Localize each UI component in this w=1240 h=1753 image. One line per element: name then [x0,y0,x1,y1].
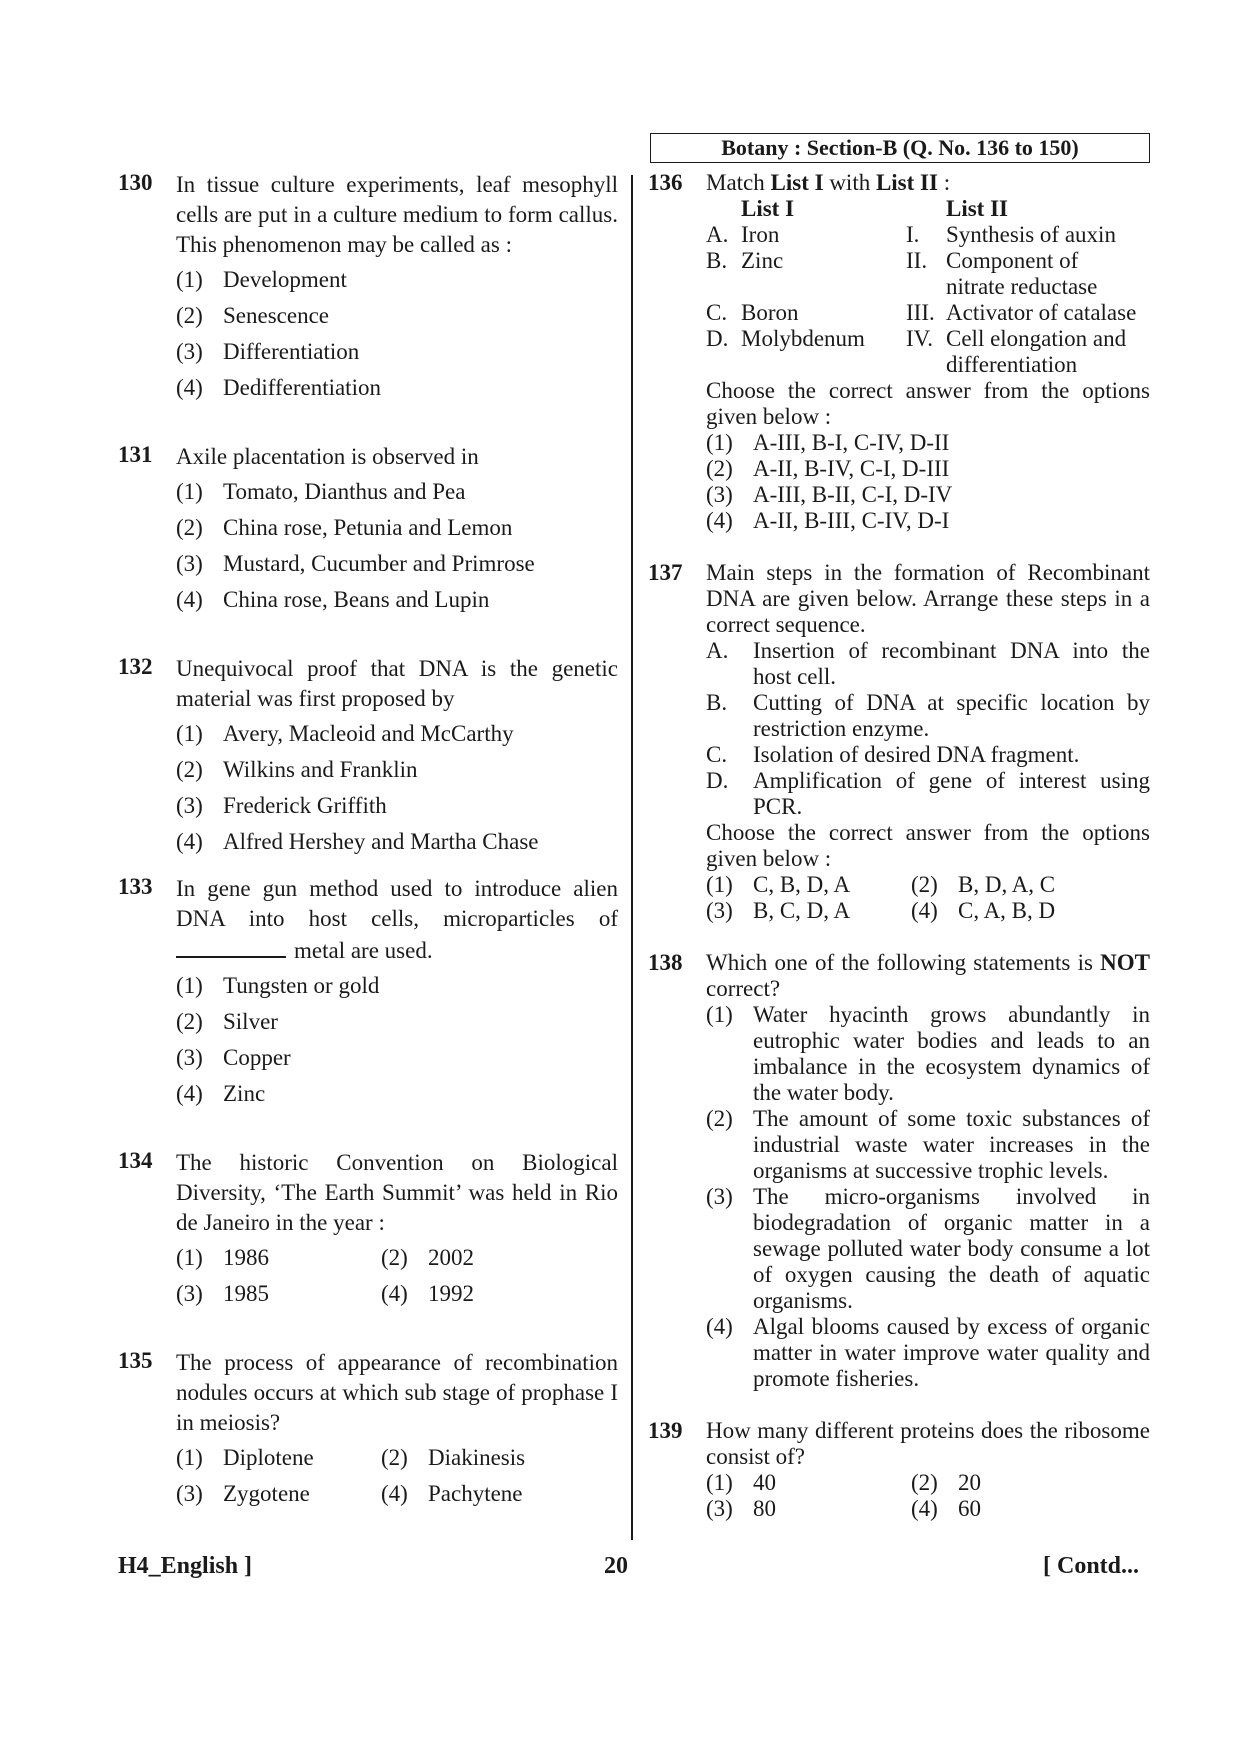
option-text: Pachytene [428,1481,523,1506]
option-text: Copper [223,1045,291,1070]
question-text-part: In gene gun method used to introduce alien DNA into host cells, microparticles of [176,876,618,931]
option-number: (1) [706,872,733,897]
option-row [706,872,1150,898]
option-number: (2) [176,515,203,540]
step-letter: C. [706,742,728,767]
option-text: Development [223,267,347,292]
option-number: (1) [176,479,203,504]
option-number: (1) [176,1245,203,1270]
option-number: (4) [176,375,203,400]
option-number: (3) [176,1045,203,1070]
row-item: Boron [741,300,799,325]
footer-paper-code: H4_English ] [118,1553,253,1579]
option-text: 1986 [223,1245,269,1270]
option [706,508,1150,534]
option-number: (1) [176,267,203,292]
option [706,430,1150,456]
option-text: Avery, Macleoid and McCarthy [223,721,514,746]
match-header [706,196,1150,222]
option-text: Zinc [223,1081,266,1106]
option-number: (3) [176,1281,203,1306]
row-letter: A. [706,222,729,247]
row-item: Iron [741,222,780,247]
option [176,546,618,582]
row-match: Synthesis of auxin [946,222,1116,247]
option-number: (4) [706,1314,733,1339]
question-number: 139 [648,1418,683,1443]
option-number: (3) [706,1496,733,1521]
question-text-part: correct? [706,976,781,1001]
question-134 [118,1148,618,1312]
option [176,716,618,752]
option-text: The amount of some toxic substances of industrial waste water increases in the organisms at successive trophic levels. [753,1106,1150,1183]
question-number: 136 [648,170,683,195]
option-text: A-III, B-I, C-IV, D-II [753,430,950,455]
option-number: (2) [176,303,203,328]
option-number: (3) [176,551,203,576]
column-divider [631,175,633,1540]
option [706,1002,1150,1106]
option [706,1184,1150,1314]
option-row [176,1240,618,1276]
step-letter: A. [706,638,729,663]
question-text: Unequivocal proof that DNA is the genetic material was first proposed by [176,656,618,711]
question-text [706,170,1150,196]
question-133 [118,874,618,1112]
row-numeral: I. [906,222,920,247]
option-number: (2) [176,757,203,782]
question-number: 131 [118,442,153,467]
instruction-text: Choose the correct answer from the options given below : [706,820,1150,871]
option-text: China rose, Beans and Lupin [223,587,490,612]
option-number: (3) [176,793,203,818]
option-text: 2002 [428,1245,474,1270]
option [176,262,618,298]
row-match: Activator of catalase [946,300,1137,325]
match-row [706,222,1150,248]
option-number: (4) [381,1481,408,1506]
step-text: Cutting of DNA at specific location by restriction enzyme. [753,690,1150,741]
option-number: (4) [381,1281,408,1306]
right-column [648,170,1150,1522]
option [176,1004,618,1040]
question-text [706,950,1150,1002]
option [706,456,1150,482]
option-number: (2) [706,1106,733,1131]
option-text: 1992 [428,1281,474,1306]
question-number: 130 [118,170,153,195]
step-item [706,768,1150,820]
option-number: (2) [911,1470,938,1495]
question-text-part: : [943,170,951,195]
option-number: (3) [706,898,733,923]
section-title: Botany : Section-B (Q. No. 136 to 150) [650,133,1150,163]
option [176,370,618,406]
question-131 [118,442,618,618]
option-text: Algal blooms caused by excess of organic matter in water improve water quality and promote fisheries. [753,1314,1150,1391]
question-text-part: Which one of the following statements is [706,950,1093,975]
option-text: 40 [753,1470,776,1495]
question-137 [648,560,1150,924]
option-text: 1985 [223,1281,269,1306]
row-numeral: III. [906,300,935,325]
option-text: China rose, Petunia and Lemon [223,515,513,540]
option-number: (1) [176,1445,203,1470]
question-number: 138 [648,950,683,975]
option [706,482,1150,508]
question-number: 134 [118,1148,153,1173]
option-text: B, C, D, A [753,898,851,923]
option-number: (1) [706,1002,733,1027]
question-text: The process of appearance of recombination nodules occurs at which sub stage of prophase I in meiosis? [176,1350,618,1435]
option-number: (1) [706,430,733,455]
footer-continued: [ Contd... [1043,1553,1140,1579]
step-letter: D. [706,768,729,793]
option-row [706,1470,1150,1496]
question-136 [648,170,1150,534]
option [176,582,618,618]
match-table [706,196,1150,378]
option-text: Water hyacinth grows abundantly in eutrophic water bodies and leads to an imbalance in the ecosystem dynamics of the water body. [753,1002,1150,1105]
option-text: Senescence [223,303,329,328]
option-text: Dedifferentiation [223,375,381,400]
option-text: Diakinesis [428,1445,526,1470]
option-number: (1) [706,1470,733,1495]
option-number: (2) [911,872,938,897]
step-item [706,690,1150,742]
list-1-heading: List I [741,196,795,221]
option-number: (4) [706,508,733,533]
option [176,298,618,334]
step-letter: B. [706,690,728,715]
footer-page-number: 20 [604,1553,628,1579]
option-text: Diplotene [223,1445,314,1470]
question-text-bold: List II [875,170,938,195]
option [176,968,618,1004]
step-item [706,638,1150,690]
option-text: A-III, B-II, C-I, D-IV [753,482,953,507]
row-letter: B. [706,248,728,273]
option [706,1106,1150,1184]
question-text [176,874,618,966]
question-text: Main steps in the formation of Recombinant DNA are given below. Arrange these steps in a correct sequence. [706,560,1150,637]
step-text: Isolation of desired DNA fragment. [753,742,1080,767]
option-text: Frederick Griffith [223,793,387,818]
option [176,510,618,546]
option-number: (2) [381,1445,408,1470]
option-row [706,898,1150,924]
step-list [706,638,1150,820]
question-130 [118,170,618,406]
step-text: Amplification of gene of interest using PCR. [753,768,1150,819]
option-text: Zygotene [223,1481,310,1506]
option-row [176,1440,618,1476]
option-text: Tungsten or gold [223,973,380,998]
option-text: Silver [223,1009,278,1034]
option-row [176,1476,618,1512]
option [706,1314,1150,1392]
instruction-text: Choose the correct answer from the options given below : [706,378,1150,429]
row-item: Molybdenum [741,326,865,351]
option [176,752,618,788]
step-text: Insertion of recombinant DNA into the host cell. [753,638,1150,689]
option-text: 20 [958,1470,981,1495]
question-text-bold: List I [770,170,824,195]
step-item [706,742,1150,768]
option-text: Mustard, Cucumber and Primrose [223,551,535,576]
option-text: The micro-organisms involved in biodegradation of organic matter in a sewage polluted water body consume a lot of oxygen causing the death of aquatic organisms. [753,1184,1150,1313]
row-match: Cell elongation and differentiation [946,326,1127,377]
option-number: (4) [176,587,203,612]
option [176,334,618,370]
question-text: In tissue culture experiments, leaf mesophyll cells are put in a culture medium to form callus. This phenomenon may be called as : [176,172,618,257]
match-row [706,300,1150,326]
option-number: (1) [176,973,203,998]
option [176,1040,618,1076]
question-number: 132 [118,654,153,679]
option-text: A-II, B-III, C-IV, D-I [753,508,950,533]
question-139 [648,1418,1150,1522]
question-138 [648,950,1150,1392]
question-text: The historic Convention on Biological Diversity, ‘The Earth Summit’ was held in Rio de Janeiro in the year : [176,1150,618,1235]
question-text-part: metal are used. [294,938,433,963]
match-row [706,326,1150,378]
question-text: Axile placentation is observed in [176,444,479,469]
row-numeral: II. [906,248,928,273]
option [176,1076,618,1112]
question-text-bold: NOT [1100,950,1150,975]
option-text: 60 [958,1496,981,1521]
option-number: (4) [176,829,203,854]
option-text: A-II, B-IV, C-I, D-III [753,456,950,481]
question-number: 137 [648,560,683,585]
option [176,824,618,860]
question-text: How many different proteins does the ribosome consist of? [706,1418,1150,1469]
row-numeral: IV. [906,326,934,351]
option-number: (2) [176,1009,203,1034]
option-number: (3) [706,1184,733,1209]
option [176,474,618,510]
option-text: C, A, B, D [958,898,1056,923]
list-2-heading: List II [946,196,1008,221]
row-letter: D. [706,326,729,351]
match-row [706,248,1150,300]
row-match: Component of nitrate reductase [946,248,1098,299]
option-text: Wilkins and Franklin [223,757,418,782]
question-text-part: Match [706,170,765,195]
option-number: (4) [911,898,938,923]
option-text: Differentiation [223,339,360,364]
option-number: (3) [176,339,203,364]
question-number: 133 [118,874,153,899]
left-column [118,170,618,1512]
option-number: (4) [176,1081,203,1106]
option-text: Alfred Hershey and Martha Chase [223,829,539,854]
row-item: Zinc [741,248,784,273]
option-number: (4) [911,1496,938,1521]
question-135 [118,1348,618,1512]
option-number: (2) [706,456,733,481]
option [176,788,618,824]
option-number: (2) [381,1245,408,1270]
option-number: (3) [176,1481,203,1506]
option-number: (1) [176,721,203,746]
row-letter: C. [706,300,728,325]
option-row [706,1496,1150,1522]
question-text-part: with [829,170,871,195]
option-text: Tomato, Dianthus and Pea [223,479,466,504]
option-text: 80 [753,1496,776,1521]
option-text: B, D, A, C [958,872,1056,897]
option-text: C, B, D, A [753,872,851,897]
option-number: (3) [706,482,733,507]
option-row [176,1276,618,1312]
question-number: 135 [118,1348,153,1373]
answer-blank [176,934,286,958]
question-132 [118,654,618,860]
